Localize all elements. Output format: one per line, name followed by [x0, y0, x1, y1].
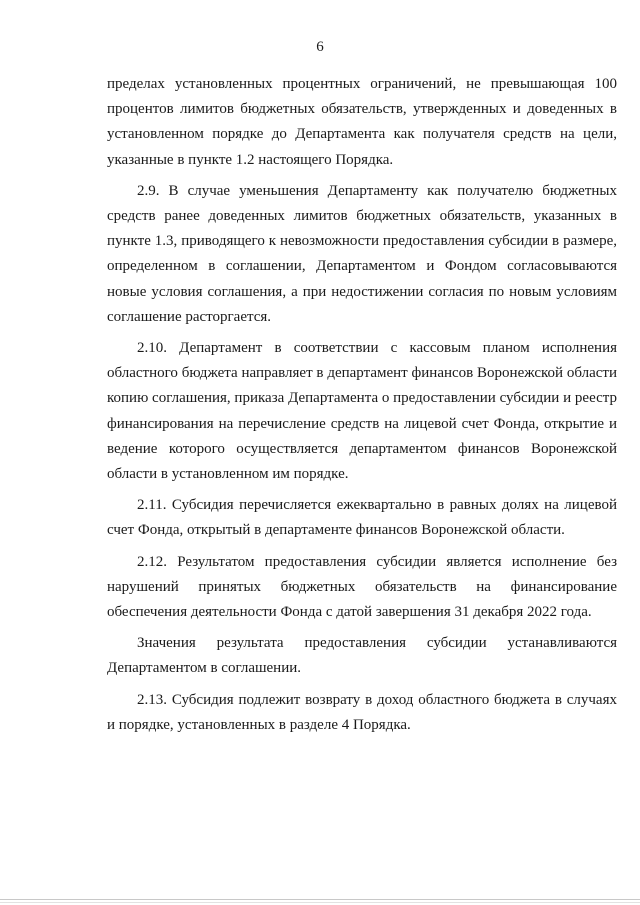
scan-edge-line	[0, 899, 640, 900]
paragraph-result-values: Значения результата предоставления субсидии устанавливаются Департаментом в соглашении.	[107, 635, 617, 677]
paragraph-2-10: 2.10. Департамент в соответствии с кассовым планом исполнения областного бюджета направляет в департамент финансов Воронежской области копию соглашения, приказа Департамента о предоставлении субсидии и реестр финансирования на перечисление средств на лицевой счет Фонда, открытие и ведение которого осуществляется департаментом финансов Воронежской области в установленном им порядке.	[107, 340, 617, 483]
document-body	[107, 72, 617, 744]
page-number: 6	[316, 39, 324, 55]
paragraph-2-9: 2.9. В случае уменьшения Департаменту как получателю бюджетных средств ранее доведенных лимитов бюджетных обязательств, указанных в пункте 1.3, приводящего к невозможности предоставления субсидии в размере, определенном в соглашении, Департаментом и Фондом согласовываются новые условия соглашения, а при недостижении согласия по новым условиям соглашение расторгается.	[107, 182, 617, 325]
paragraph-continuation: пределах установленных процентных ограничений, не превышающая 100 процентов лимитов бюджетных обязательств, утвержденных и доведенных в установленном порядке до Департамента как получателя средств на цели, указанные в пункте 1.2 настоящего Порядка.	[107, 76, 617, 168]
scan-edge-line-secondary	[0, 902, 640, 903]
paragraph-2-12: 2.12. Результатом предоставления субсидии является исполнение без нарушений принятых бюджетных обязательств на финансирование обеспечения деятельности Фонда с датой завершения 31 декабря 2022 года.	[107, 553, 617, 621]
paragraph-2-13: 2.13. Субсидия подлежит возврату в доход областного бюджета в случаях и порядке, установленных в разделе 4 Порядка.	[107, 691, 617, 733]
paragraph-2-11: 2.11. Субсидия перечисляется ежеквартально в равных долях на лицевой счет Фонда, открытый в департаменте финансов Воронежской области.	[107, 497, 617, 539]
